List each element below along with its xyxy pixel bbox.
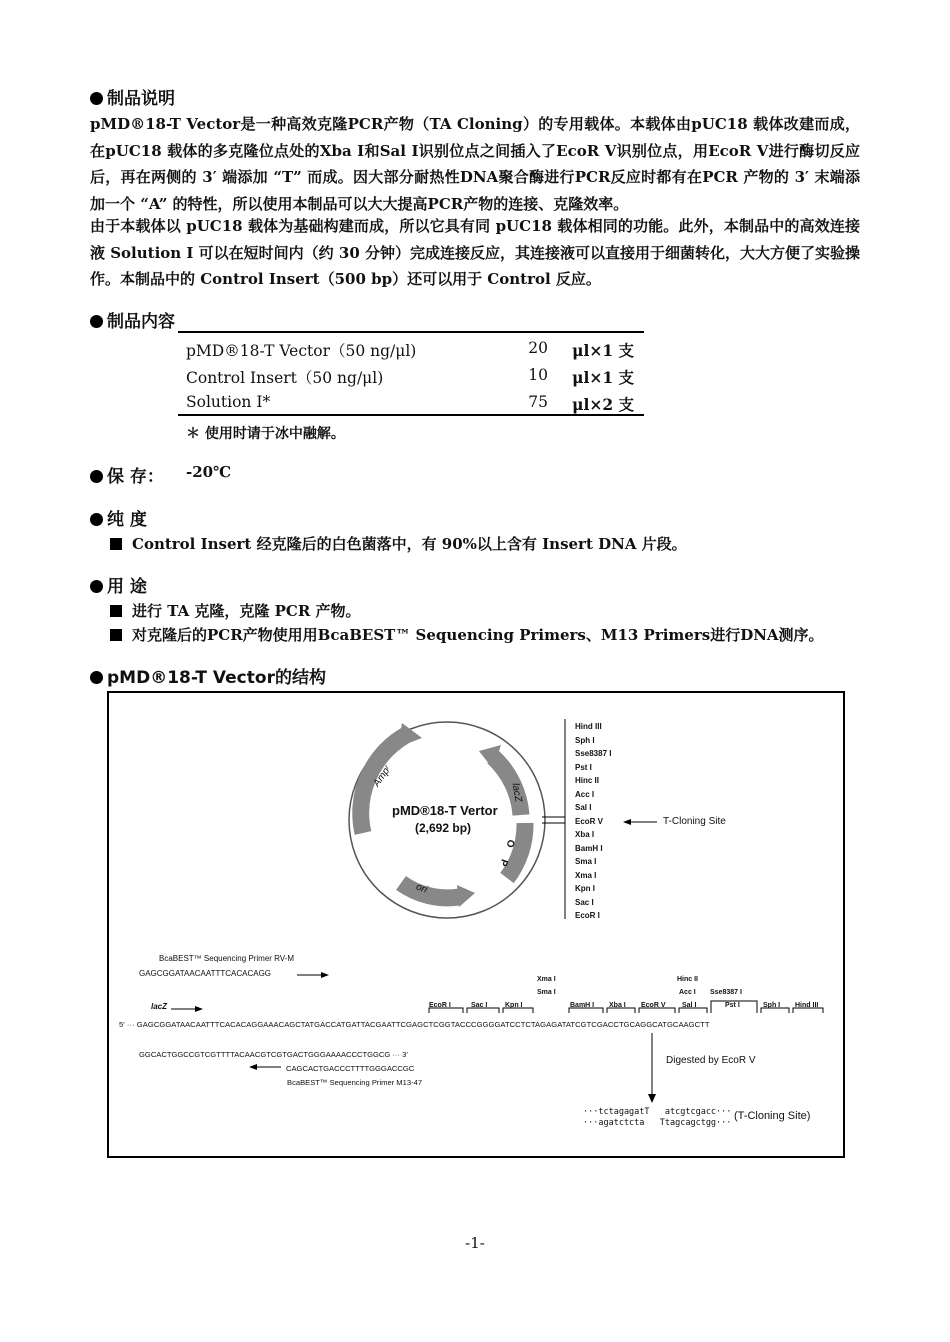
vector-map-svg — [109, 693, 843, 1156]
map-above-label: Xma I — [537, 976, 556, 983]
tcloning-label: T-Cloning Site — [663, 816, 726, 827]
cut-bottom-strand: ···agatctcta Ttagcagctgg··· — [583, 1118, 732, 1128]
site-label: Sma I — [575, 857, 597, 866]
tcloning-arrowhead-icon — [623, 819, 631, 825]
ori-arrow-arc — [401, 883, 459, 898]
site-label: BamH I — [575, 843, 603, 853]
bullet-dot-icon — [90, 580, 103, 593]
site-label: Pst I — [575, 762, 592, 772]
lacz-arrowhead-icon — [195, 1006, 203, 1012]
digest-label: Digested by EcoR V — [666, 1055, 756, 1066]
ori-arrowhead-icon — [457, 885, 475, 907]
bullet-dot-icon — [90, 92, 103, 105]
site-label: Hind III — [575, 722, 602, 731]
vector-structure-figure — [107, 691, 845, 1158]
section-heading-storage: 保 存： — [90, 462, 164, 487]
plasmid-size: (2,692 bp) — [415, 821, 472, 835]
usage-item: 对克隆后的PCR产物使用用BcaBEST™ Sequencing Primers、M13 Primers进行DNA测序。 — [110, 624, 824, 645]
primer-m13-arrowhead-icon — [249, 1064, 257, 1070]
map-above-label: Sma I — [537, 989, 556, 996]
site-label: Sph I — [575, 735, 595, 745]
site-label: Xma I — [575, 870, 597, 880]
description-paragraph-1: pMD®18-T Vector是一种高效克隆PCR产物（TA Cloning）的专用载体。本载体由pUC18 载体改建而成，在pUC18 载体的多克隆位点处的Xba I和Sal I识别位点之间插入了EcoR V识别位点，用EcoR V进行酶切反应后，再在两侧的 3′ 端添加 “T” 而成。因大部分耐热性DNA聚合酶进行PCR反应时都有在PCR 产物的 3′ 末端添加一个 “A” 的特性，所以使用本制品可以大大提高PCR产物的连接、克隆效率。 — [90, 115, 860, 213]
description-paragraph-2: 由于本载体以 pUC18 载体为基础构建而成，所以它具有同 pUC18 载体相同的功能。此外，本制品中的高效连接液 Solution I 可以在短时间内（约 30 分钟）完成连接反应，其连接液可以直接用于细菌转化，大大方便了实验操作。本制品中的 Control Insert（500 bp）还可以用于 Control 反应。 — [90, 217, 860, 288]
section-heading-usage: 用 途 — [90, 572, 147, 597]
table-footnote: ＊ 使用时请于冰中融解。 — [186, 426, 345, 442]
amp-label: Ampʳ — [371, 764, 394, 789]
site-label: Xba I — [575, 830, 595, 839]
map-site-label: Hind III — [795, 1002, 819, 1009]
site-label: EcoR I — [575, 911, 600, 920]
map-site-label: BamH I — [570, 1002, 595, 1009]
primer-rv-arrowhead-icon — [321, 972, 329, 978]
square-bullet-icon — [110, 629, 122, 641]
mcs-site-list — [575, 720, 611, 923]
op-arc — [507, 823, 525, 878]
map-site-label: Sac I — [471, 1002, 488, 1009]
storage-temperature: -20℃ — [186, 463, 232, 481]
map-site-label: EcoR V — [641, 1002, 666, 1009]
digest-arrowhead-icon — [648, 1094, 656, 1103]
plasmid-name: pMD®18-T Vertor — [392, 803, 498, 818]
usage-item: 进行 TA 克隆，克隆 PCR 产物。 — [110, 600, 361, 621]
purity-item: Control Insert 经克隆后的白色菌落中，有 90%以上含有 Insert DNA 片段。 — [110, 533, 687, 554]
site-label: Sal I — [575, 803, 592, 812]
map-lacz-label: lacZ — [151, 1002, 168, 1011]
map-above-label: Sse8387 I — [710, 989, 742, 996]
square-bullet-icon — [110, 605, 122, 617]
ori-label: ori — [414, 881, 429, 896]
primer-rv-label: BcaBEST™ Sequencing Primer RV-M — [159, 954, 295, 963]
sequence-top-strand: 5′ ··· GAGCGGATAACAATTTCACACAGGAAACAGCTATGACCATGATTACGAATTCGAGCTCGGTACCCGGGGATCCTCTAGAGATATCGTCGACCTGCAGGCATGCAAGCTT — [119, 1020, 710, 1029]
site-label: EcoR V — [575, 816, 604, 826]
bullet-dot-icon — [90, 470, 103, 483]
map-site-label: Kpn I — [505, 1002, 523, 1009]
cut-label: (T-Cloning Site) — [734, 1110, 811, 1122]
section-heading-structure: pMD®18-T Vector的结构 — [90, 663, 326, 688]
map-above-label: Acc I — [679, 989, 696, 996]
square-bullet-icon — [110, 538, 122, 550]
primer-rv-sequence: GAGCGGATAACAATTTCACACAGG — [139, 969, 272, 978]
lacz-label: lacZ — [509, 782, 524, 803]
contents-table — [178, 331, 644, 416]
section-heading-description: 制品说明 — [90, 84, 175, 109]
bullet-dot-icon — [90, 315, 103, 328]
operator-label: O — [503, 838, 516, 849]
section-heading-contents: 制品内容 — [90, 307, 175, 332]
page-number: -1- — [465, 1234, 485, 1252]
site-label: Acc I — [575, 789, 595, 799]
map-site-label: Xba I — [609, 1002, 626, 1009]
map-site-label: EcoR I — [429, 1002, 451, 1009]
cut-top-strand: ···tctagagatT atcgtcgacc··· — [583, 1107, 732, 1117]
bullet-dot-icon — [90, 513, 103, 526]
site-label: Sac I — [575, 897, 594, 907]
site-label: Kpn I — [575, 884, 595, 893]
map-site-label: Pst I — [725, 1002, 740, 1009]
table-row: Solution I* 75 μl×2 支 — [186, 393, 634, 414]
primer-m13-label: BcaBEST™ Sequencing Primer M13-47 — [287, 1078, 423, 1087]
promoter-label: P — [497, 857, 510, 868]
sequence-bottom-strand: GGCACTGGCCGTCGTTTTACAACGTCGTGACTGGGAAAACCCTGGCG ··· 3′ — [139, 1050, 408, 1059]
primer-m13-sequence: CAGCACTGACCCTTTTGGGACCGC — [286, 1064, 415, 1073]
map-above-label: Hinc II — [677, 976, 699, 983]
map-site-label: Sal I — [682, 1002, 697, 1009]
bullet-dot-icon — [90, 671, 103, 684]
table-row: pMD®18-T Vector（50 ng/μl) 20 μl×1 支 — [186, 339, 634, 360]
section-heading-purity: 纯 度 — [90, 505, 147, 530]
site-label: Hinc II — [575, 776, 600, 785]
site-label: Sse8387 I — [575, 749, 612, 758]
table-row: Control Insert（50 ng/μl) 10 μl×1 支 — [186, 366, 634, 387]
map-site-label: Sph I — [763, 1002, 781, 1009]
